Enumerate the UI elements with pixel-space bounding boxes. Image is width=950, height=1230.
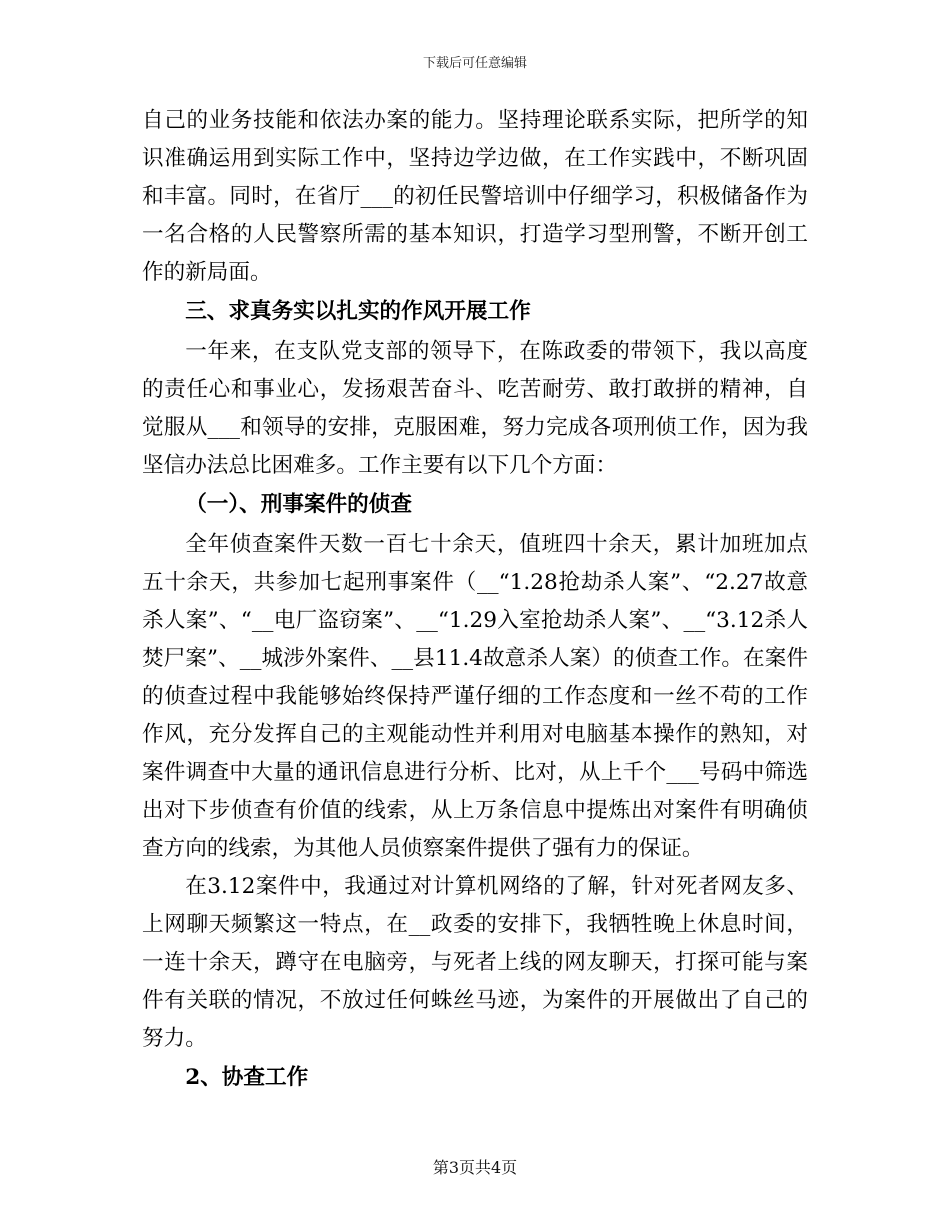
paragraph: 全年侦查案件天数一百七十余天，值班四十余天，累计加班加点五十余天，共参加七起刑事案件（__“1.28抢劫杀人案”、“2.27故意杀人案”、“__电厂盗窃案”、__“1.29入室抢劫杀人案”、__“3.12杀人焚尸案”、__城涉外案件、__县11.4故意杀人案）的侦查工作。在案件的侦查过程中我能够始终保持严谨仔细的工作态度和一丝不苟的工作作风，充分发挥自己的主观能动性并利用对电脑基本操作的熟知，对案件调查中大量的通讯信息进行分析、比对，从上千个___号码中筛选出对下步侦查有价值的线索，从上万条信息中提炼出对案件有明确侦查方向的线索，为其他人员侦察案件提供了强有力的保证。 [142, 532, 808, 861]
document-body [142, 102, 808, 1099]
subsection-heading: 2、协查工作 [185, 1065, 309, 1090]
paragraph-continued: 自己的业务技能和依法办案的能力。坚持理论联系实际，把所学的知识准确运用到实际工作中，坚持边学边做，在工作实践中，不断巩固和丰富。同时，在省厅___的初任民警培训中仔细学习，积极储备作为一名合格的人民警察所需的基本知识，打造学习型刑警，不断开创工作的新局面。 [142, 108, 808, 285]
page-header: 下载后可任意编辑 [422, 56, 527, 71]
page-footer: 第3页共4页 [432, 1158, 518, 1177]
section-heading: 三、求真务实以扎实的作风开展工作 [185, 299, 531, 324]
subsection-heading: （一）、刑事案件的侦查 [185, 492, 412, 517]
paragraph: 在3.12案件中，我通过对计算机网络的了解，针对死者网友多、上网聊天频繁这一特点，在__政委的安排下，我牺牲晚上休息时间，一连十余天，蹲守在电脑旁，与死者上线的网友聊天，打探可能与案件有关联的情况，不放过任何蛛丝马迹，为案件的开展做出了自己的努力。 [142, 874, 808, 1051]
paragraph: 一年来，在支队党支部的领导下，在陈政委的带领下，我以高度的责任心和事业心，发扬艰苦奋斗、吃苦耐劳、敢打敢拼的精神，自觉服从___和领导的安排，克服困难，努力完成各项刑侦工作，因为我坚信办法总比困难多。工作主要有以下几个方面： [142, 339, 808, 478]
